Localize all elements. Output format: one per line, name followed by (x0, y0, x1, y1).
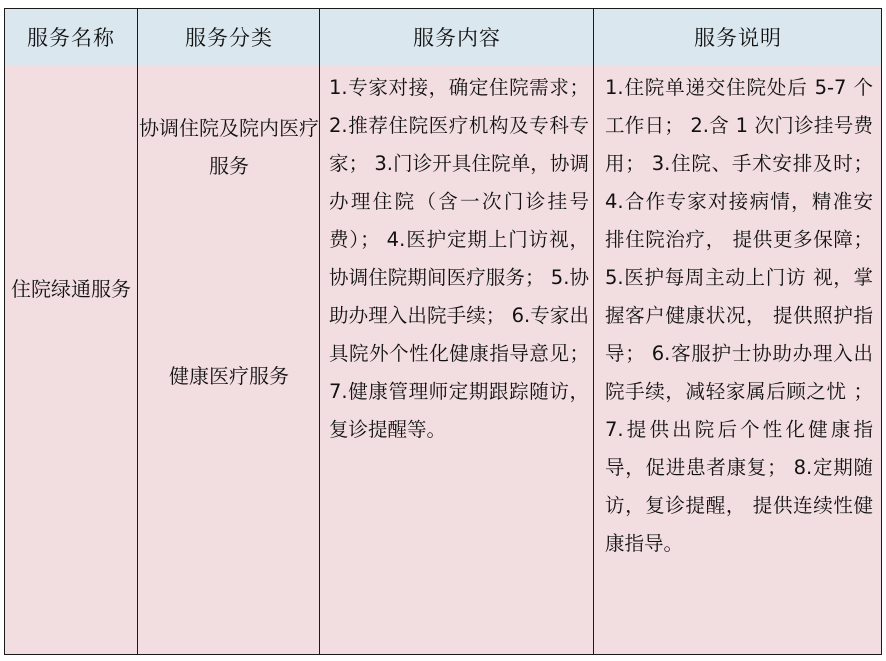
header-service-description: 服务说明 (694, 26, 782, 50)
service-category-1: 协调住院及院内医疗服务 (139, 116, 319, 178)
header-service-content: 服务内容 (413, 26, 501, 50)
service-name-cell (5, 270, 137, 308)
service-description-cell: 1.住院单递交住院处后 5-7 个工作日； 2.含 1 次门诊挂号费用； 3.住院、手术安排及时； 4.合作专家对接病情，精准安排住院治疗， 提供更多保障； 5.医护每周主动上门访 视，掌握客户健康状况， 提供照护指导； 6.客服护士协助办理入出院手续，减轻家属后顾之忧 ； 7.提供出院后个性化健康指导，促进患者康复； 8.定期随访，复诊提醒， 提供连续性健康指导。 (605, 76, 873, 555)
service-table (4, 8, 882, 655)
column-divider (593, 9, 594, 654)
header-service-name: 服务名称 (27, 26, 115, 50)
column-divider (137, 9, 138, 654)
column-divider (319, 9, 320, 654)
service-content-cell: 1.专家对接，确定住院需求； 2.推荐住院医疗机构及专科专家； 3.门诊开具住院单，协调办理住院（含一次门诊挂号费）； 4.医护定期上门访视，协调住院期间医疗服务； 5.协助办理入出院手续； 6.专家出具院外个性化健康指导意见； 7.健康管理师定期跟踪随访，复诊提醒等。 (329, 76, 589, 441)
header-service-category: 服务分类 (185, 26, 273, 50)
service-category-2: 健康医疗服务 (169, 364, 289, 388)
service-name: 住院绿通服务 (11, 277, 131, 301)
